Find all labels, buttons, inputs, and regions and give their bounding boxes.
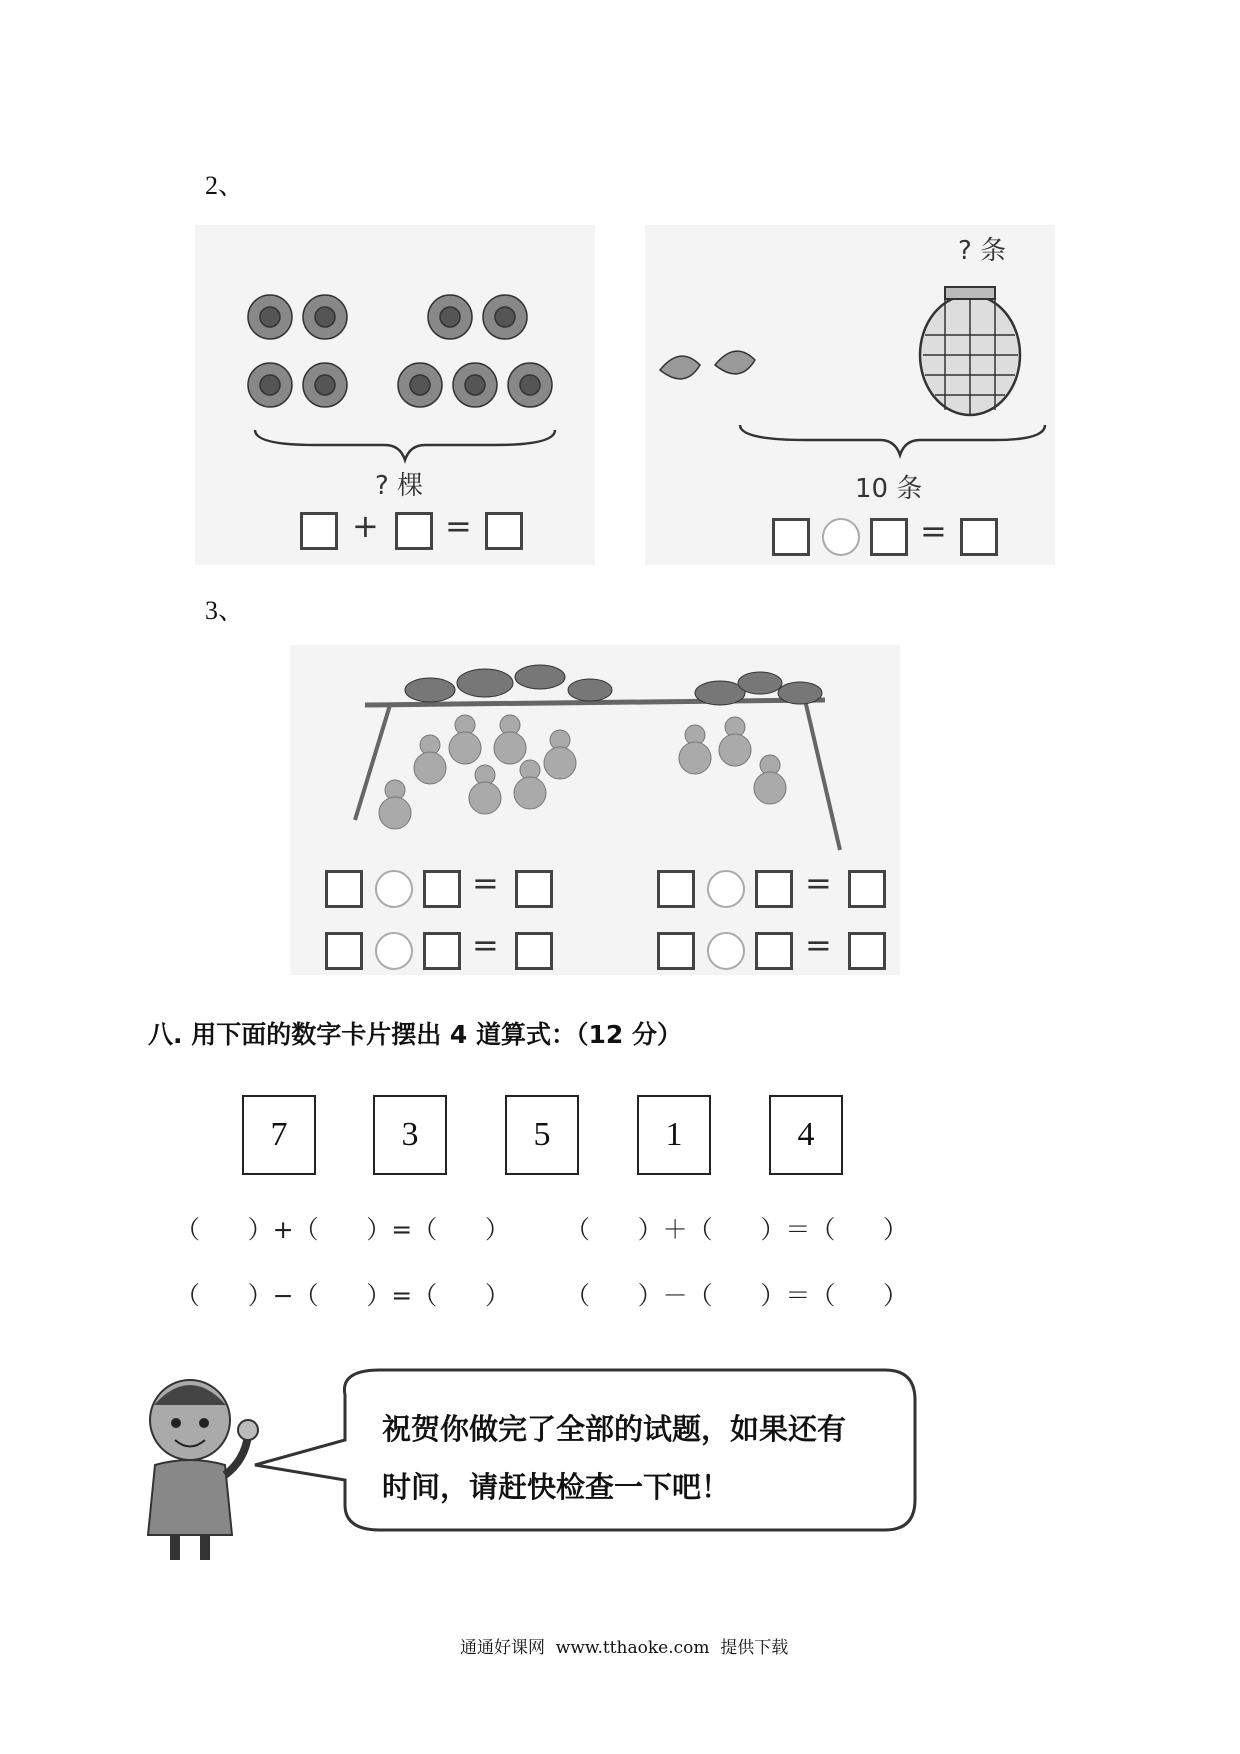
fish-icon: [715, 351, 755, 374]
sunflower-icon: [483, 295, 527, 339]
equals-sign: =: [472, 926, 499, 964]
operator-circle[interactable]: [375, 870, 413, 908]
answer-box[interactable]: [960, 518, 998, 556]
sunflower-icon: [303, 295, 347, 339]
gourd-icon: [514, 760, 546, 809]
fish-illustration: [645, 225, 1055, 565]
number-card: 1: [637, 1095, 711, 1175]
gourd-icon: [449, 715, 481, 764]
sunflower-icon: [398, 363, 442, 407]
sunflower-icon: [248, 363, 292, 407]
fish-total-label: 10 条: [855, 474, 923, 504]
answer-box[interactable]: [772, 518, 810, 556]
question-3-number: 3、: [205, 596, 245, 625]
equals-sign: =: [920, 512, 947, 550]
gourd-icon: [469, 765, 501, 814]
answer-box[interactable]: [755, 870, 793, 908]
answer-box[interactable]: [423, 870, 461, 908]
equals-sign: =: [445, 507, 472, 545]
brace-icon: [255, 430, 555, 460]
operator-circle[interactable]: [822, 518, 860, 556]
sunflower-count-label: ? 棵: [375, 471, 424, 501]
gourd-icon: [494, 715, 526, 764]
number-card: 3: [373, 1095, 447, 1175]
bubble-line-2: 时间，请赶快检查一下吧！: [382, 1470, 731, 1504]
answer-box[interactable]: [848, 932, 886, 970]
answer-box[interactable]: [657, 870, 695, 908]
answer-box[interactable]: [755, 932, 793, 970]
equals-sign: =: [805, 926, 832, 964]
number-card: 4: [769, 1095, 843, 1175]
sunflower-icon: [303, 363, 347, 407]
equation-line[interactable]: （ ）＋（ ）＝（ ）: [565, 1215, 909, 1244]
answer-box[interactable]: [870, 518, 908, 556]
equation-line[interactable]: （ ）－（ ）＝（ ）: [565, 1281, 909, 1310]
gourd-icon: [544, 730, 576, 779]
fish-unknown-label: ? 条: [958, 236, 1007, 266]
answer-box[interactable]: [423, 932, 461, 970]
sunflower-icon: [248, 295, 292, 339]
sunflower-icon: [428, 295, 472, 339]
equals-sign: =: [472, 864, 499, 902]
gourd-icon: [379, 780, 411, 829]
sunflower-icon: [508, 363, 552, 407]
teacher-icon: [148, 1380, 258, 1560]
brace-icon: [740, 425, 1045, 455]
equals-sign: =: [805, 864, 832, 902]
operator-circle[interactable]: [375, 932, 413, 970]
operator-circle[interactable]: [707, 932, 745, 970]
answer-box[interactable]: [485, 512, 523, 550]
number-card: 5: [505, 1095, 579, 1175]
gourd-icon: [414, 735, 446, 784]
equation-line[interactable]: （ ）−（ ）=（ ）: [175, 1281, 510, 1310]
answer-box[interactable]: [395, 512, 433, 550]
answer-box[interactable]: [515, 932, 553, 970]
bubble-line-1: 祝贺你做完了全部的试题，如果还有: [382, 1412, 847, 1446]
question-2-number: 2、: [205, 171, 245, 200]
gourd-icon: [754, 755, 786, 804]
vase-icon: [920, 287, 1020, 415]
answer-box[interactable]: [515, 870, 553, 908]
plus-sign: +: [352, 507, 379, 545]
answer-box[interactable]: [848, 870, 886, 908]
answer-box[interactable]: [300, 512, 338, 550]
operator-circle[interactable]: [707, 870, 745, 908]
equation-line[interactable]: （ ）+（ ）=（ ）: [175, 1215, 510, 1244]
fish-panel: [645, 225, 1055, 565]
section-8-title: 八. 用下面的数字卡片摆出 4 道算式：（12 分）: [148, 1020, 682, 1049]
number-card: 7: [242, 1095, 316, 1175]
answer-box[interactable]: [657, 932, 695, 970]
gourd-icon: [719, 717, 751, 766]
fish-icon: [660, 356, 700, 379]
answer-box[interactable]: [325, 932, 363, 970]
sunflower-icon: [453, 363, 497, 407]
gourd-icon: [679, 725, 711, 774]
answer-box[interactable]: [325, 870, 363, 908]
footer-text: 通通好课网 www.tthaoke.com 提供下载: [460, 1638, 789, 1658]
